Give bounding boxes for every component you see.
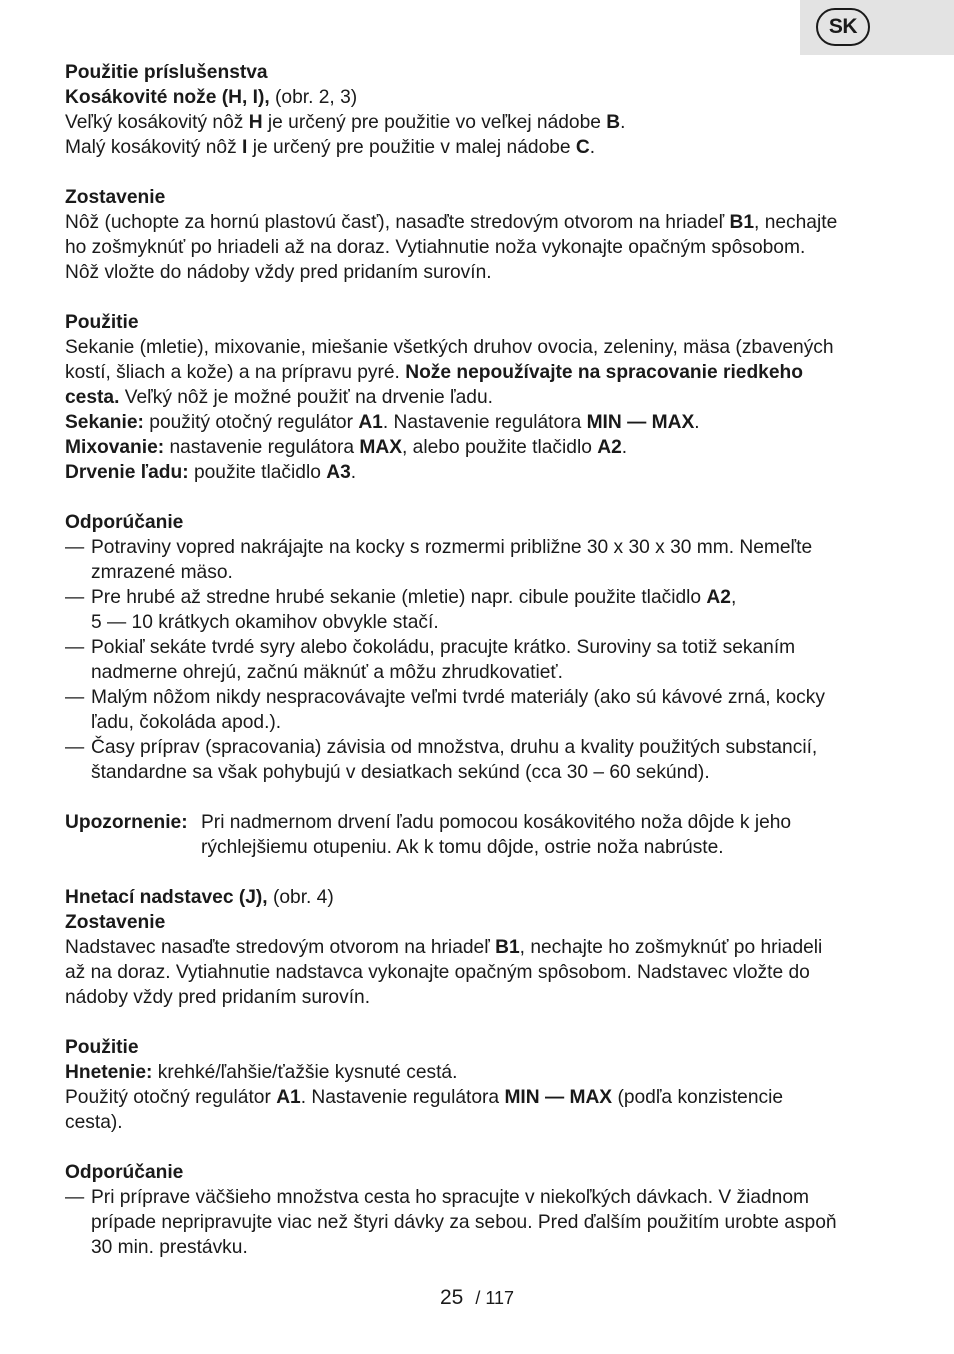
paragraph-line: Sekanie: použitý otočný regulátor A1. Nastavenie regulátora MIN — MAX. <box>65 412 700 433</box>
tips-heading: Odporúčanie <box>65 1162 184 1183</box>
list-item: — Pri príprave väčšieho množstva cesta ho spracujte v niekoľkých dávkach. V žiadnom prípade nepripravujte viac než štyri dávky za sebou. Pred ďalším použitím urobte aspoň 30 min. prestávku. <box>65 1187 837 1258</box>
paragraph-line: Hnetenie: krehké/ľahšie/ťažšie kysnuté cestá. <box>65 1062 458 1083</box>
list-item: — Potraviny vopred nakrájajte na kocky s rozmermi približne 30 x 30 x 30 mm. Nemeľte zmrazené mäso. <box>65 537 813 583</box>
warning-label: Upozornenie: <box>65 812 188 833</box>
page-number: 25 <box>439 1286 464 1309</box>
kneading-heading: Hnetací nadstavec (J), (obr. 4) <box>65 887 334 908</box>
paragraph-line: Veľký kosákovitý nôž H je určený pre použitie vo veľkej nádobe B. <box>65 112 626 133</box>
paragraph-line: Drvenie ľadu: použite tlačidlo A3. <box>65 462 357 483</box>
list-item: — Časy príprav (spracovania) závisia od množstva, druhu a kvality použitých substancií, štandardne sa však pohybujú v desiatkach sekúnd (cca 30 – 60 sekúnd). <box>65 737 818 783</box>
paragraph-line: Mixovanie: nastavenie regulátora MAX, alebo použite tlačidlo A2. <box>65 437 628 458</box>
paragraph-line: Nôž (uchopte za hornú plastovú časť), nasaďte stredovým otvorom na hriadeľ B1, nechajte <box>65 212 838 233</box>
paragraph-line: Nôž vložte do nádoby vždy pred pridaním surovín. <box>65 262 492 283</box>
language-badge: SK <box>816 8 870 46</box>
paragraph-line: kostí, šliach a kože) a na prípravu pyré. Nože nepoužívajte na spracovanie riedkeho <box>65 362 803 383</box>
paragraph-line: Malý kosákovitý nôž I je určený pre použitie v malej nádobe C. <box>65 137 596 158</box>
section-heading: Použitie príslušenstva <box>65 62 268 83</box>
assembly-heading: Zostavenie <box>65 912 166 933</box>
paragraph-line: až na doraz. Vytiahnutie nadstavca vykonajte opačným spôsobom. Nadstavec vložte do <box>65 962 810 983</box>
paragraph-line: Sekanie (mletie), mixovanie, miešanie všetkých druhov ovocia, zeleniny, mäsa (zbavených <box>65 337 834 358</box>
assembly-heading: Zostavenie <box>65 187 166 208</box>
warning-note: Upozornenie: Pri nadmernom drvení ľadu pomocou kosákovitého noža dôjde k jeho rýchlejšiemu otupeniu. Ak k tomu dôjde, ostrie noža nabrúste. <box>65 812 792 858</box>
usage-heading: Použitie <box>65 1037 139 1058</box>
list-item: — Pokiaľ sekáte tvrdé syry alebo čokoládu, pracujte krátko. Suroviny sa totiž sekaním nadmerne ohrejú, začnú mäknúť a môžu zhrudkovatieť. <box>65 637 796 683</box>
list-item: — Malým nôžom nikdy nespracovávajte veľmi tvrdé materiály (ako sú kávové zrná, kocky ľadu, čokoláda apod.). <box>65 687 825 733</box>
blade-subheading: Kosákovité nože (H, I), (obr. 2, 3) <box>65 87 358 108</box>
page-footer <box>0 1286 954 1310</box>
paragraph-line: nádoby vždy pred pridaním surovín. <box>65 987 371 1008</box>
paragraph-line: Nadstavec nasaďte stredovým otvorom na hriadeľ B1, nechajte ho zošmyknúť po hriadeli <box>65 937 823 958</box>
paragraph-line: cesta. Veľký nôž je možné použiť na drvenie ľadu. <box>65 387 493 408</box>
paragraph-line: Použitý otočný regulátor A1. Nastavenie regulátora MIN — MAX (podľa konzistencie <box>65 1087 784 1108</box>
paragraph-line: ho zošmyknúť po hriadeli až na doraz. Vytiahnutie noža vykonajte opačným spôsobom. <box>65 237 806 258</box>
language-tab <box>800 0 954 55</box>
page-content <box>65 60 905 1260</box>
page-total: / 117 <box>475 1288 515 1308</box>
list-item: — Pre hrubé až stredne hrubé sekanie (mletie) napr. cibule použite tlačidlo A2, 5 — 10 krátkych okamihov obvykle stačí. <box>65 587 737 633</box>
usage-heading: Použitie <box>65 312 139 333</box>
paragraph-line: cesta). <box>65 1112 123 1133</box>
tips-heading: Odporúčanie <box>65 512 184 533</box>
